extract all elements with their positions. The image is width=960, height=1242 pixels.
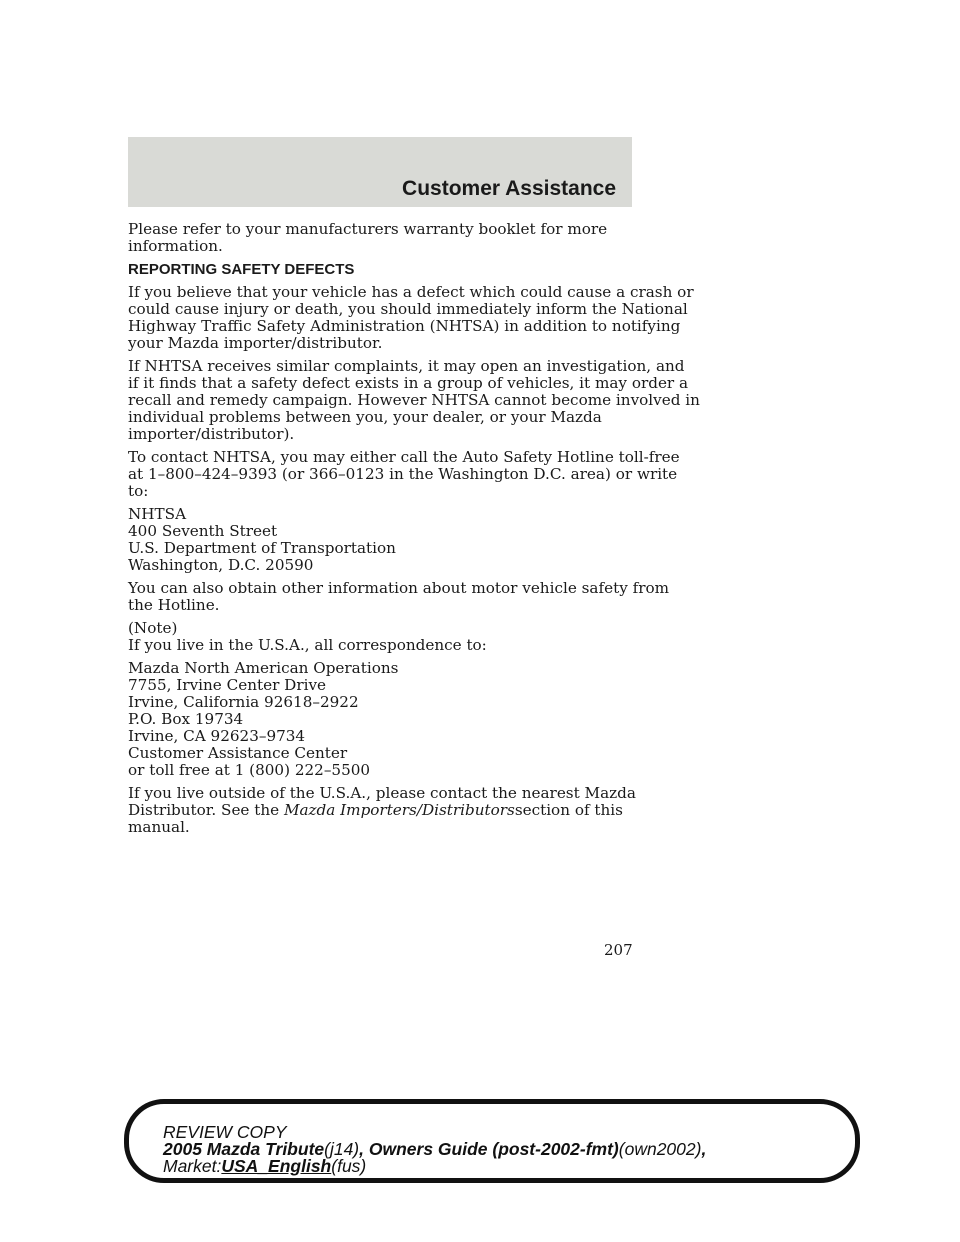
address-line: Irvine, California 92618–2922 [128,693,359,711]
text-line [128,802,640,819]
address-line: NHTSA [128,505,187,523]
outside-usa-paragraph [128,785,640,836]
address-line: Irvine, CA 92623–9734 [128,727,306,745]
text-line: importer/distributor). [128,425,295,443]
defect-paragraph [128,283,694,352]
nhtsa-address [128,506,640,574]
model-code: (j14) [324,1139,360,1159]
comma: , [701,1139,707,1159]
contact-paragraph [128,448,680,500]
note-paragraph [128,620,640,654]
section-heading: REPORTING SAFETY DEFECTS [128,261,355,278]
text-line: recall and remedy campaign. However NHTSA cannot become involved in [128,391,700,409]
text-line: If you live in the U.S.A., all correspondence to: [128,636,487,654]
warranty-paragraph [128,221,640,255]
section-reference: Mazda Importers/Distributors [283,801,515,819]
address-line: Mazda North American Operations [128,659,399,677]
address-line: Customer Assistance Center [128,744,348,762]
address-line: U.S. Department of Transportation [128,539,396,557]
guide-name: , Owners Guide (post-2002-fmt) [359,1139,619,1159]
text-line: information. [128,237,223,255]
address-line: 7755, Irvine Center Drive [128,676,327,694]
text-line: your Mazda importer/distributor. [128,334,383,352]
market-line [163,1158,706,1175]
section-header-band [128,137,632,207]
page-number: 207 [604,941,633,959]
address-line: Washington, D.C. 20590 [128,556,314,574]
hotline-paragraph [128,579,670,614]
text-line: the Hotline. [128,596,220,614]
text-line: individual problems between you, your dealer, or your Mazda [128,408,602,426]
text-segment: Distributor. See the [128,801,284,819]
review-copy-text [163,1124,706,1175]
text-line: Highway Traffic Safety Administration (NHTSA) in addition to notifying [128,317,681,335]
address-line: 400 Seventh Street [128,522,278,540]
text-line: at 1–800–424–9393 (or 366–0123 in the Washington D.C. area) or write [128,465,678,483]
investigation-paragraph [128,357,700,443]
text-line: If NHTSA receives similar complaints, it may open an investigation, and [128,357,685,375]
text-line: If you believe that your vehicle has a defect which could cause a crash or [128,283,694,301]
mazda-address [128,660,640,779]
text-line: To contact NHTSA, you may either call the Auto Safety Hotline toll-free [128,448,680,466]
text-line: could cause injury or death, you should immediately inform the National [128,300,688,318]
section-title: Customer Assistance [402,177,616,200]
guide-code: (own2002) [618,1139,702,1159]
text-line: manual. [128,818,190,836]
market-code: (fus) [331,1156,367,1176]
text-line: to: [128,482,149,500]
text-line: if it finds that a safety defect exists in a group of vehicles, it may order a [128,374,689,392]
text-line: You can also obtain other information about motor vehicle safety from [128,579,670,597]
text-line: Please refer to your manufacturers warranty booklet for more [128,220,608,238]
market-name: USA_English [221,1156,332,1176]
text-line: If you live outside of the U.S.A., please contact the nearest Mazda [128,784,636,802]
text-line: (Note) [128,619,178,637]
text-segment: section of this [514,801,623,819]
review-copy-label: REVIEW COPY [163,1122,287,1142]
address-line: or toll free at 1 (800) 222–5500 [128,761,371,779]
address-line: P.O. Box 19734 [128,710,244,728]
model-name: 2005 Mazda Tribute [163,1139,325,1159]
page-body [128,220,700,842]
market-label: Market: [163,1156,222,1176]
